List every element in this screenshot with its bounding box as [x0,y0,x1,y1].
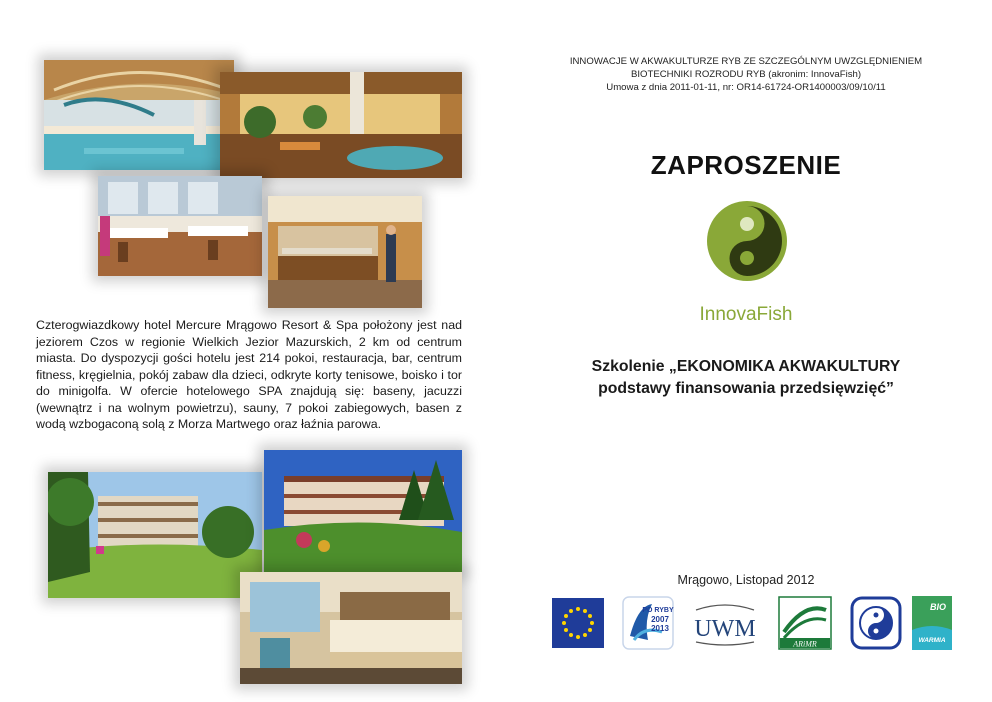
training-title [546,356,946,400]
project-header [546,55,946,94]
brand-name: InnovaFish [699,304,793,325]
uwm-logo-icon [692,596,758,650]
po-ryby-year-start: 2007 [651,615,669,624]
uwm-text: UWM [694,616,756,642]
eu-flag-icon [552,596,604,650]
training-title-line: Szkolenie „EKONOMIKA AKWAKULTURY [591,358,901,375]
arimr-logo-icon [778,596,832,650]
project-header-line: BIOTECHNIKI ROZRODU RYB (akronim: InnovaFish) [630,69,862,80]
photo-spa-lounge [220,72,462,178]
project-header-line: Umowa z dnia 2011-01-11, nr: OR14-61724-OR1400003/09/10/11 [606,82,886,93]
photo-indoor-pool [44,60,234,170]
arimr-text: ARiMR [793,639,817,649]
place-date: Mrągowo, Listopad 2012 [677,573,815,587]
photo-hotel-exterior-garden [264,450,462,572]
photo-restaurant [98,176,262,276]
invitation-title: ZAPROSZENIE [650,150,842,180]
yin-yang-fish-logo-icon [850,596,902,650]
photo-hotel-exterior-park [48,472,262,598]
photo-hotel-bedroom [240,572,462,684]
innovafish-logo-icon [706,200,788,282]
po-ryby-top: PO RYBY [642,607,674,614]
po-ryby-logo-icon [622,596,674,650]
bio-warmia-top: BIO [929,602,947,612]
photo-buffet [268,196,422,308]
hotel-description: Czterogwiazdkowy hotel Mercure Mrągowo Resort & Spa położony jest nad jeziorem Czos w regionie Wielkich Jezior Mazurskich, 2 km od centrum miasta. Do dyspozycji gości hotelu jest 214 pokoi, restauracja, bar, centrum fitness, kręgielnia, pokój zabaw dla dzieci, odkryte korty tenisowe, boisko i tor do minigolfa. W ofercie hotelowego SPA znajdują się: baseny, jacuzzi (wewnątrz i na wolnym powietrzu), sauny, 7 pokoi zabiegowych, basen z wodą wzbogaconą solą z Morza Martwego oraz łaźnia parowa. [36,318,462,431]
bio-warmia-logo-icon [912,596,952,650]
po-ryby-year-end: 2013 [651,624,669,633]
training-title-line: podstawy finansowania przedsięwzięć” [598,380,894,397]
bio-warmia-bottom: WARMIA [918,637,946,644]
project-header-line: INNOWACJE W AKWAKULTURZE RYB ZE SZCZEGÓLNYM UWZGLĘDNIENIEM [569,56,923,67]
